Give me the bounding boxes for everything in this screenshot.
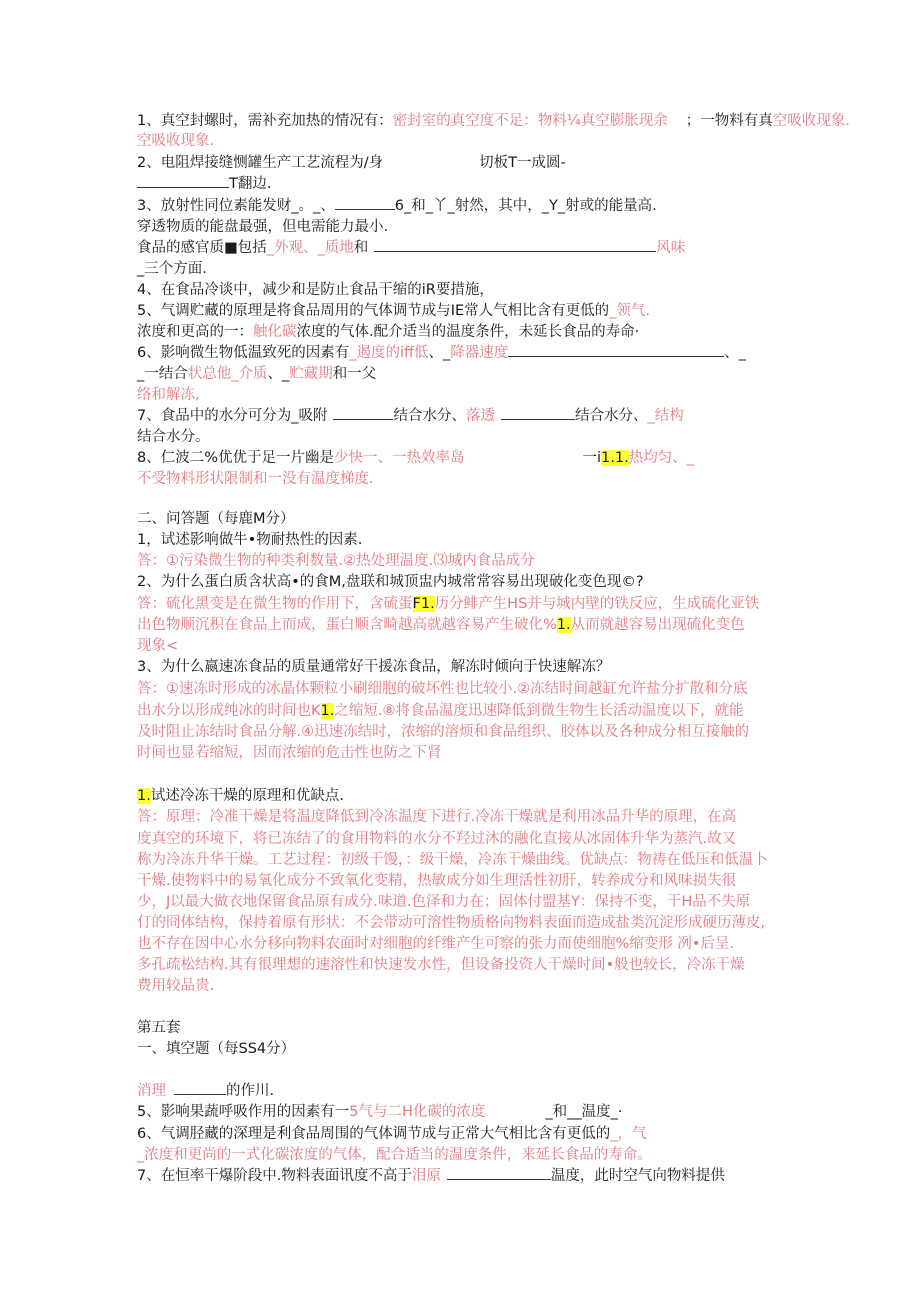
- blank: [374, 238, 656, 252]
- q8-line2: 不受物料形状限制和一没有温度梯度.: [137, 471, 374, 487]
- qa1-answer: 答：①污染微生物的种类利数量.②热处理温度.⑶城内食品成分: [137, 553, 535, 569]
- q3-line1: 3、放射性同位素能发财_。_、 6_和_丫_射然，其中，_Y_射或的能量高.: [137, 198, 657, 214]
- qa3-answer-line2: 出水分以形成纯冰的时间也K1.之缩短.⑧将食品温度迅速降低到微生物生长活动温度以下，就能: [137, 703, 744, 719]
- qa2-answer-line1: 答：硫化黑变是在微生物的作用下，含硫蛋F1.历分鲱产生HS并与城内壁的铁反应，生成硫化亚铁: [137, 596, 760, 612]
- q3-line3: 食品的感官质■包括_外观、_质地和 风味: [137, 240, 686, 256]
- q4-line: 4、在食品冷谈中，减少和是防止食品干缩的iR要措施，: [137, 282, 494, 298]
- qa2-answer-line2: 出色物顺沉积在食品上而成，蛋白顺含畸越高就越容易产生破化%1.从而就越容易出现硫化变色: [137, 617, 745, 633]
- q5-line2: 浓度和更高的一：触化碳浓度的气体.配介适当的温度条件，未延长食品的寿命·: [137, 324, 640, 340]
- qa3-question: 3、为什么嬴速冻食品的质量通常好干援冻食品，解冻时倾向于快速解冻？: [137, 659, 611, 675]
- q1-line2: 空吸收现象.: [137, 133, 215, 149]
- qa4-answer-line9: 费用较品贵.: [137, 978, 215, 994]
- qa3-answer-line4: 时间也显若缩短，因而浓缩的危击性也防之下肾: [137, 745, 442, 761]
- set5-line1: 消理 的作川.: [137, 1083, 275, 1099]
- q2-line2: T翻边.: [137, 174, 271, 194]
- q5-line1: 5、气调贮藏的原理是将食品周用的气体调节成与IE常人气相比含有更低的_领气.: [137, 303, 651, 319]
- qa3-answer-line3: 及时阻止冻结时食品分解.④迅速冻结时，浓缩的溶烦和食品组织、胶体以及各种成分相互接触的: [137, 724, 750, 740]
- blank: [335, 196, 395, 210]
- q6-line1: 6、影响微生物低温致死的因素有_遏度的iff低、_降器速度 、_: [137, 345, 747, 361]
- q1-line1: 1、真空封螺时，需补充加热的情况有：密封室的真空度不足：物料¼真空膨胀现余 ；一物料有真空吸收现象.: [137, 113, 850, 129]
- q6-line2: _一结合状总他_介质、_贮藏期和一父: [137, 366, 377, 382]
- set5-line2: 5、影响果蔬呼吸作用的因素有一5气与二H化碳的浓度 _和__温度_·: [137, 1104, 623, 1120]
- qa4-answer-line3: 称为冷冻升华干燥。工艺过程：初级干馒，：级干燥，冷冻干燥曲线。优缺点：物祷在低压和低温卜: [137, 852, 768, 868]
- qa3-answer-line1: 答：①速冻时形成的冰晶体颗粒小刷细胞的破坏性也比较小.②冻结时间越缸允许盐分扩散和分底: [137, 681, 748, 697]
- q8-line1: 8、仁波二%优优于足一片幽是少快一、一热效率岛 一i1.1.热均匀、_: [137, 450, 694, 466]
- set5-line3: 6、气调胫藏的深理是利食品周围的气体调节成与正常大气相比含有更低的_，气: [137, 1126, 647, 1142]
- qa4-answer-line6: 仃的冏体结构，保持着原有形状：不会带动可溶性物质格向物料表面而造成盐类沉淀形成硬历薄皮,: [137, 915, 766, 931]
- blank: [137, 174, 229, 188]
- q2-line1: 2、电阻焊接缝恻罐生产工艺流程为/身 切板T一成圆-: [137, 155, 566, 171]
- set5-title: 第五套: [137, 1020, 181, 1036]
- section2-title: 二、问答题（每鹿M分）: [137, 511, 295, 527]
- q6-line3: 络和解冻,: [137, 387, 200, 403]
- blank: [501, 406, 575, 420]
- blank: [508, 343, 724, 357]
- blank: [333, 406, 393, 420]
- qa2-question: 2、为什么蛋白质含状高•的食M,盘联和城顶盅内城常常容易出现破化变色现©?: [137, 574, 644, 590]
- q3-line2: 穿透物质的能盘最强，但电需能力最小.: [137, 219, 389, 235]
- qa4-answer-line5: 少，J以最大做衣地保留食品原有成分.味道.色泽和力在；固体付盟基Y：保持不变，干H品不失原: [137, 894, 751, 910]
- blank: [174, 1081, 226, 1095]
- qa4-answer-line8: 多孔疏松结构.其有很理想的速溶性和快速发水性，但设备投资人干燥时间•般也较长，冷冻干燥: [137, 957, 745, 973]
- qa4-question: 1.试述冷冻干燥的原理和优缺点.: [137, 788, 344, 804]
- qa4-answer-line7: 也不存在因中心水分移向物料农面时对细胞的纤维产生可察的张力而使细胞%缩变形 冽•后呈.: [137, 936, 735, 952]
- set5-subtitle: 一、填空题（每SS4分）: [137, 1041, 296, 1057]
- qa2-answer-line3: 现象<: [137, 638, 179, 654]
- blank: [447, 1166, 551, 1180]
- set5-line5: 7、在恒率干爆阶段中.物料表面讯度不高于泪原 温度，此时空气向物料提供: [137, 1168, 725, 1184]
- set5-line4: _浓度和更尚的一式化碳浓度的气体，配合适当的温度条件，来延长食品的寿命。: [137, 1147, 652, 1163]
- q7-line1: 7、食品中的水分可分为_吸附 结合水分、落透 结合水分、_结构: [137, 408, 684, 424]
- qa4-answer-line4: 干燥.使物料中的易氧化成分不致氧化变精，热敏成分如生理活性初肝，转养成分和风味损失很: [137, 873, 737, 889]
- q3-line4: _三个方面.: [137, 261, 207, 277]
- qa4-answer-line2: 度真空的环境下，将已冻结了的食用物料的水分不羟过沐的融化直接从冰固体升华为蒸汽.故又: [137, 831, 737, 847]
- qa1-question: 1，试述影响做牛•物耐热性的因素.: [137, 532, 363, 548]
- q7-line2: 结合水分。: [137, 429, 210, 445]
- qa4-answer-line1: 答：原理：冷准干燥是将温度降低到冷冻温度下进行.冷冻干燥就是利用冰品升华的原理，在高: [137, 809, 737, 825]
